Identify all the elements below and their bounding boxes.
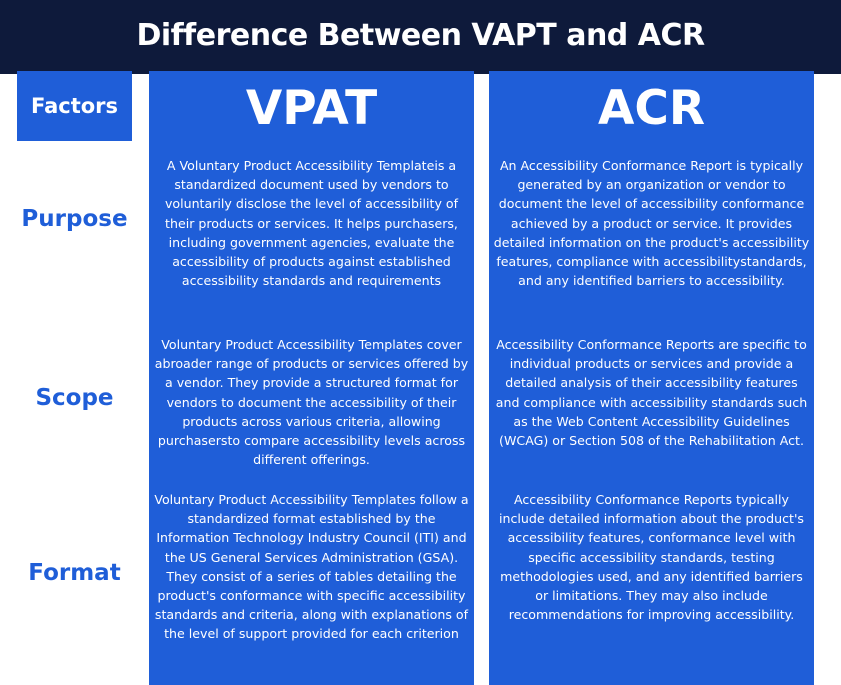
vpat-column-header: VPAT xyxy=(245,81,378,136)
page-title: Difference Between VAPT and ACR xyxy=(136,18,705,53)
acr-scope-cell: Accessibility Conformance Reports are specific to individual products or services and provide a detailed analysis of their accessibility features and compliance with accessibility standards such as the Web Content Accessibility Guidelines (WCAG) or Section 508 of the Rehabilitation Act. xyxy=(495,337,808,449)
acr-column xyxy=(489,71,814,685)
vpat-scope-cell: Voluntary Product Accessibility Templates cover abroader range of products or services offered by a vendor. They provide a structured format for vendors to document the accessibility of their products across various criteria, allowing purchasersto compare accessibility levels across different offerings. xyxy=(154,337,469,468)
acr-purpose-cell: An Accessibility Conformance Report is typically generated by an organization or vendor to document the level of accessibility conformance achieved by a product or service. It provides detailed information on the product's accessibility features, compliance with accessibilitystandards, and any identified barriers to accessibility. xyxy=(493,158,810,289)
vpat-format-cell: Voluntary Product Accessibility Templates follow a standardized format established by the Information Technology Industry Council (ITI) and the US General Services Administration (GSA). They consist of a series of tables detailing the product's conformance with specific accessibility standards and criteria, along with explanations of the level of support provided for each criterion xyxy=(154,492,469,642)
row-label-purpose: Purpose xyxy=(21,206,128,232)
row-label-format: Format xyxy=(28,560,121,586)
factors-header: Factors xyxy=(17,71,132,141)
vpat-purpose-cell: A Voluntary Product Accessibility Templateis a standardized document used by vendors to voluntarily disclose the level of accessibility of their products or services. It helps purchasers, including government agencies, evaluate the accessibility of products against established accessibility standards and requirements xyxy=(164,158,459,289)
row-label-scope: Scope xyxy=(35,385,114,411)
acr-column-header: ACR xyxy=(597,81,706,136)
acr-format-cell: Accessibility Conformance Reports typically include detailed information about the product's accessibility features, conformance level with specific accessibility standards, testing methodologies used, and any identified barriers or limitations. They may also include recommendations for improving accessibility. xyxy=(499,492,804,623)
vpat-column xyxy=(149,71,474,685)
